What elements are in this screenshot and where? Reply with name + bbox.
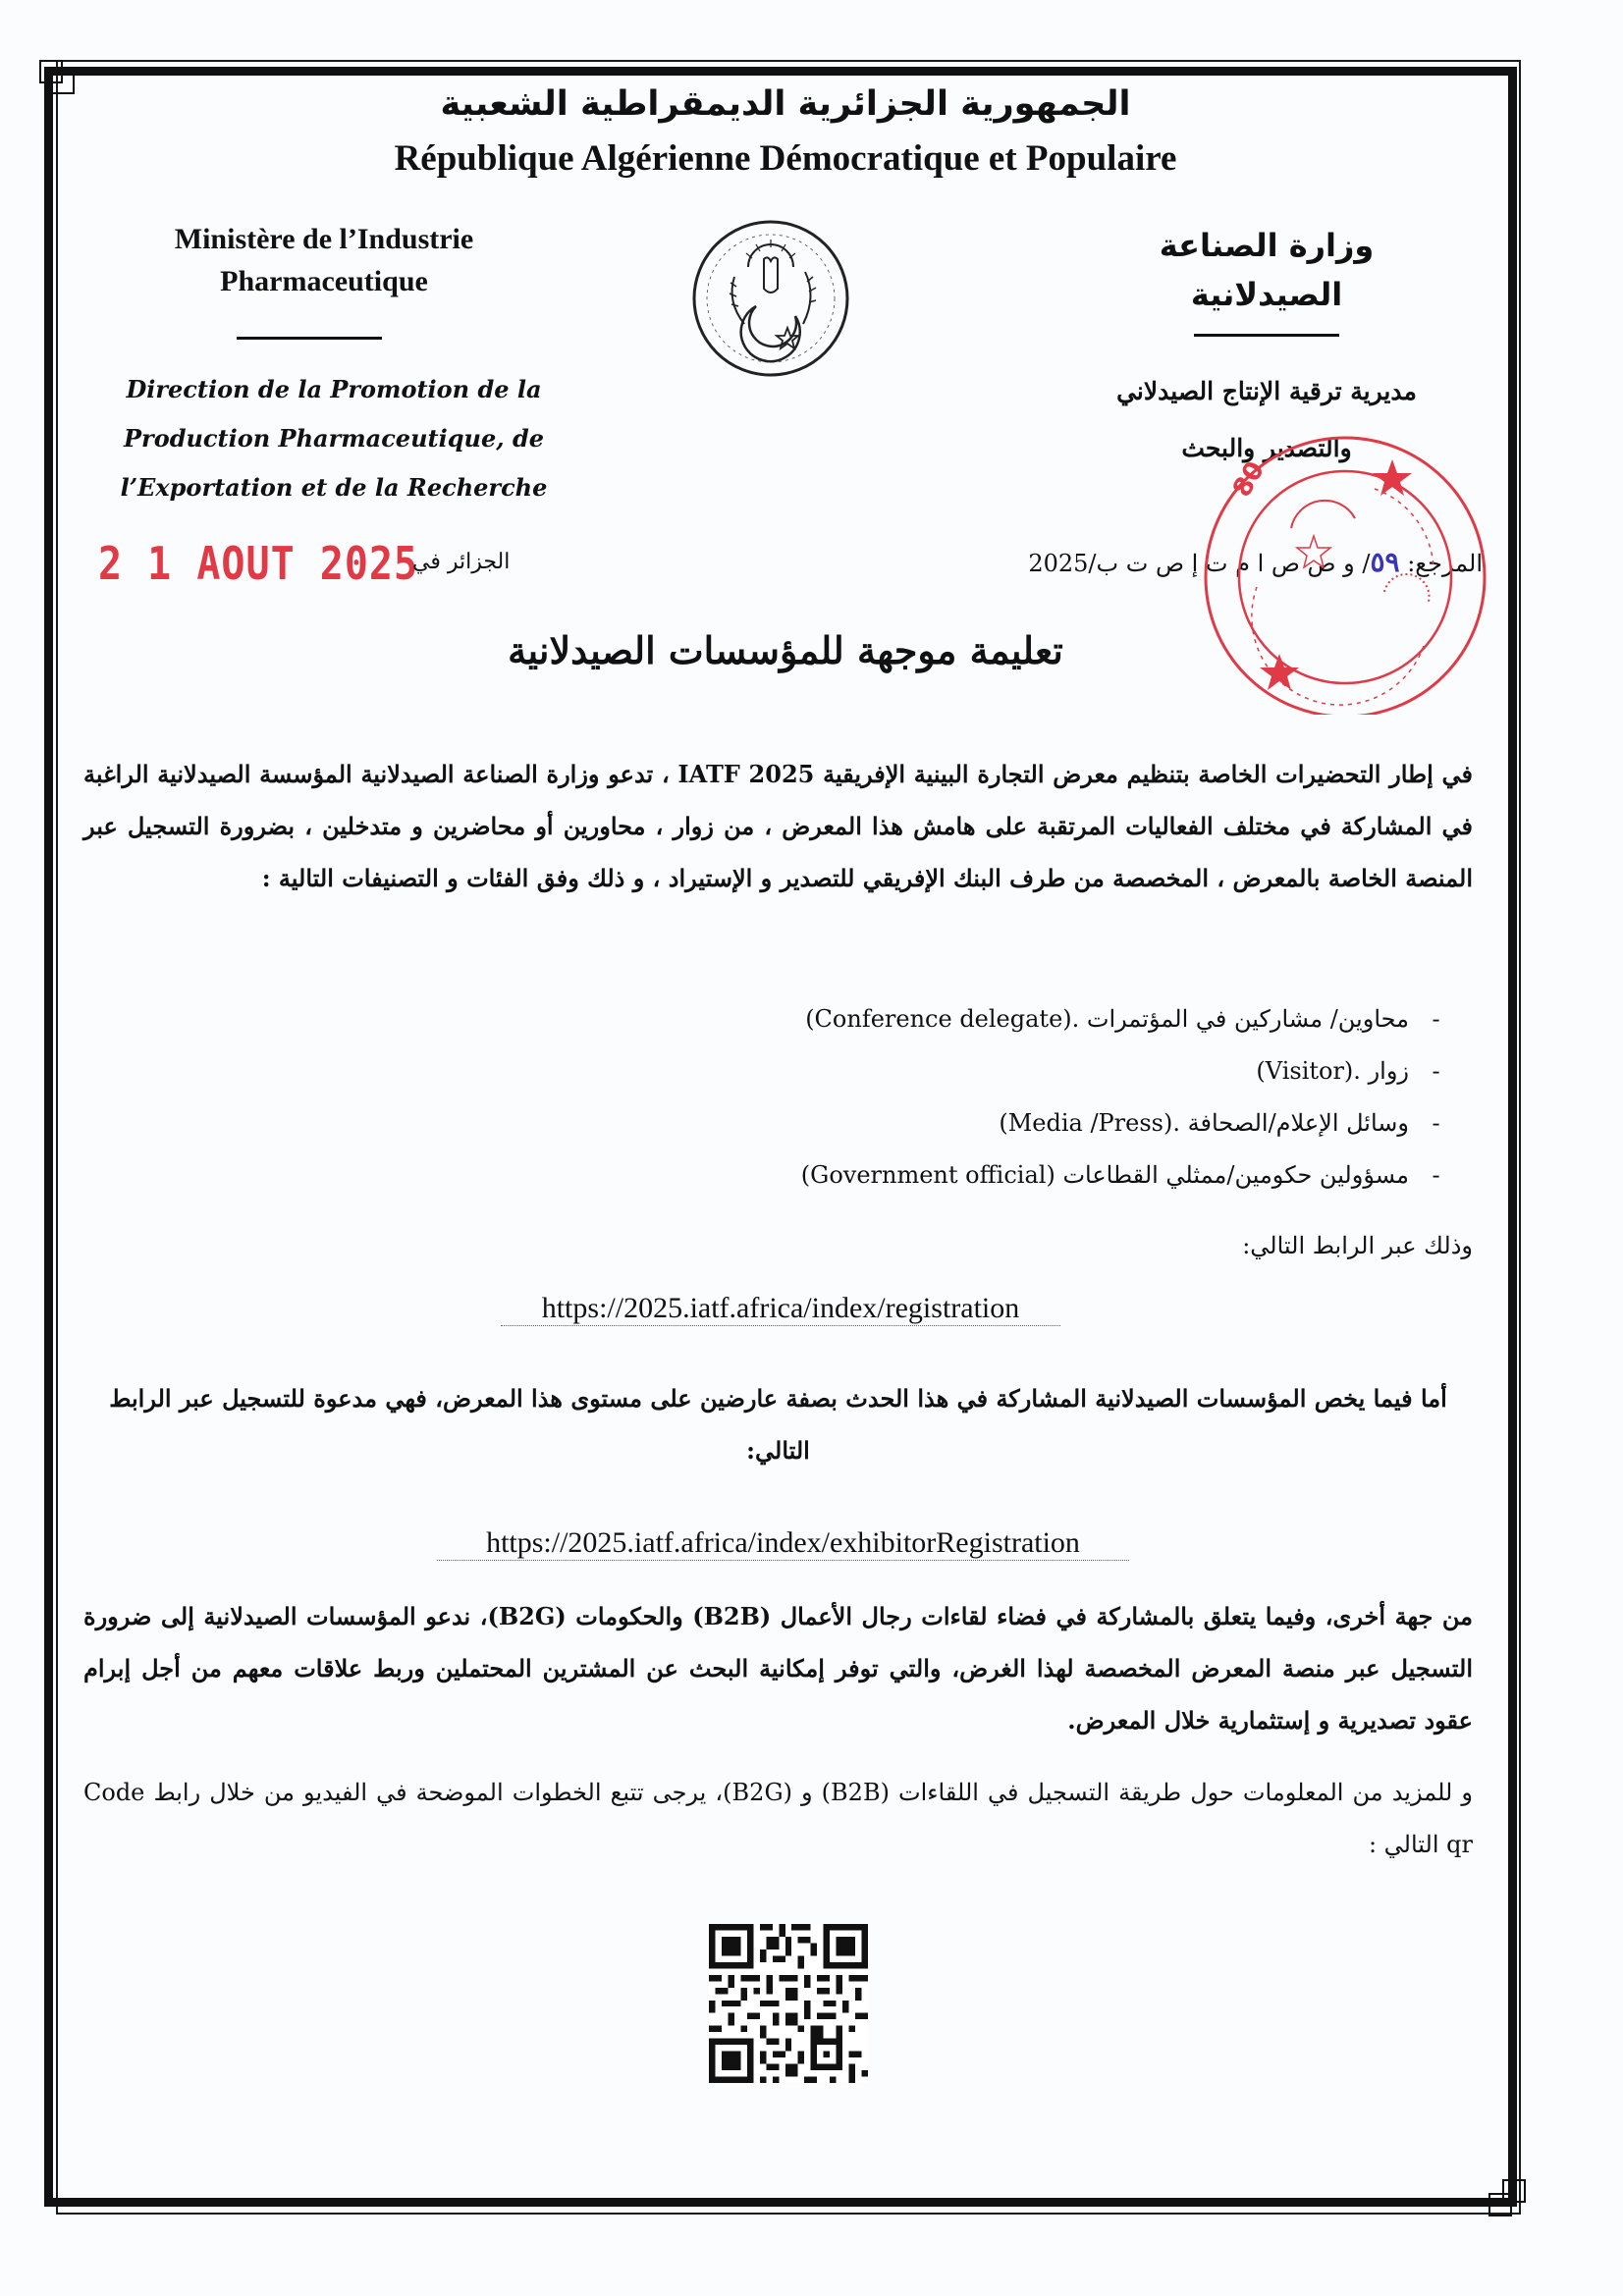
place-label: الجزائر في: [412, 550, 511, 574]
bullet-dash: -: [1432, 1005, 1440, 1033]
direction-fr-line: Direction de la Promotion de la: [126, 375, 542, 403]
date-stamp: 2 1 AOUT 2025: [98, 538, 419, 591]
bullet-dash: -: [1432, 1057, 1440, 1085]
ministry-fr-line: Pharmaceutique: [220, 265, 428, 297]
divider: [1194, 334, 1339, 337]
ministry-fr-line: Ministère de l’Industrie: [174, 223, 474, 255]
category-item: [628, 993, 1463, 1045]
divider: [237, 337, 382, 340]
bullet-dash: -: [1432, 1161, 1440, 1189]
document-title: تعليمة موجهة للمؤسسات الصيدلانية: [508, 628, 1063, 672]
category-en: (Government official): [800, 1161, 1055, 1189]
qr-code-icon[interactable]: [709, 1924, 868, 2083]
stamp-number: 80: [1227, 456, 1271, 503]
category-en: (Conference delegate).: [805, 1005, 1080, 1033]
reference-code: / و ص ص ا م ت إ ص ت ب/2025: [1028, 550, 1371, 577]
ministry-ar-line: وزارة الصناعة: [1159, 227, 1375, 264]
category-item: [628, 1149, 1463, 1201]
category-item: [628, 1045, 1463, 1097]
republic-title-ar: الجمهورية الجزائرية الديمقراطية الشعبية: [440, 84, 1131, 124]
reference-number: ٥٩: [1370, 546, 1400, 578]
frame-corner-ornament: [1502, 2179, 1526, 2203]
direction-fr-line: l’Exportation et de la Recherche: [120, 473, 548, 502]
reference-label: المرجع:: [1407, 550, 1483, 577]
bullet-dash: -: [1432, 1109, 1440, 1137]
qr-instructions-paragraph: و للمزيد من المعلومات حول طريقة التسجيل في اللقاءات (B2B) و (B2G)، يرجى تتبع الخطوات الموضحة في الفيديو من خلال رابط Code qr التالي :: [83, 1779, 1474, 1858]
direction-ar-line: مديرية ترقية الإنتاج الصيدلاني: [1116, 377, 1417, 405]
state-emblem-icon: [687, 218, 854, 380]
official-stamp: [1168, 430, 1507, 715]
direction-ar-line: والتصدير والبحث: [1181, 434, 1352, 462]
registration-link[interactable]: https://2025.iatf.africa/index/registration: [501, 1292, 1060, 1326]
star-icon: [1260, 654, 1299, 690]
category-ar: مسؤولين حكومين/ممثلي القطاعات: [1062, 1161, 1409, 1189]
b2b-b2g-paragraph: من جهة أخرى، وفيما يتعلق بالمشاركة في فضاء لقاءات رجال الأعمال (B2B) والحكومات (B2G)، ندعو المؤسسات الصيدلانية إلى ضرورة التسجيل عبر منصة المعرض المخصصة لهذا الغرض، والتي توفر إمكانية البحث عن المشترين المحتملين وربط علاقات معهم من أجل إبرام عقود تصديرية و إستثمارية خلال المعرض.: [83, 1602, 1473, 1735]
exhibitor-paragraph: أما فيما يخص المؤسسات الصيدلانية المشاركة في هذا الحدث بصفة عارضين على مستوى هذا المعرض، فهي مدعوة للتسجيل عبر الرابط التالي:: [109, 1384, 1447, 1465]
republic-title-fr: République Algérienne Démocratique et Populaire: [394, 138, 1177, 179]
category-en: (Media /Press).: [999, 1109, 1180, 1137]
ministry-ar-line: الصيدلانية: [1190, 276, 1343, 313]
ministry-name-ar: [1109, 221, 1424, 319]
ministry-name-fr: [108, 218, 540, 302]
frame-corner-ornament: [51, 71, 75, 94]
category-ar: زوار: [1368, 1057, 1409, 1085]
category-ar: وسائل الإعلام/الصحافة: [1187, 1109, 1409, 1137]
category-list: [628, 993, 1463, 1201]
via-link-label: وذلك عبر الرابط التالي:: [1242, 1232, 1473, 1259]
category-ar: محاوين/ مشاركين في المؤتمرات: [1086, 1005, 1409, 1033]
intro-paragraph: في إطار التحضيرات الخاصة بتنظيم معرض التجارة البينية الإفريقية IATF 2025 ، تدعو وزارة الصناعة الصيدلانية المؤسسة الصيدلانية الراغبة في المشاركة في مختلف الفعاليات المرتقبة على هامش هذا المعرض ، من زوار ، محاورين أو محاضرين و متدخلين ، بضرورة التسجيل عبر المنصة الخاصة بالمعرض ، المخصصة من طرف البنك الإفريقي للتصدير و الإستيراد ، و ذلك وفق الفئات و التصنيفات التالية :: [83, 760, 1473, 892]
direction-fr-line: Production Pharmaceutique, de: [124, 424, 544, 453]
direction-name-fr: [118, 365, 550, 512]
category-item: [628, 1097, 1463, 1149]
exhibitor-registration-link[interactable]: https://2025.iatf.africa/index/exhibitorRegistration: [437, 1526, 1129, 1561]
category-en: (Visitor).: [1256, 1057, 1361, 1085]
